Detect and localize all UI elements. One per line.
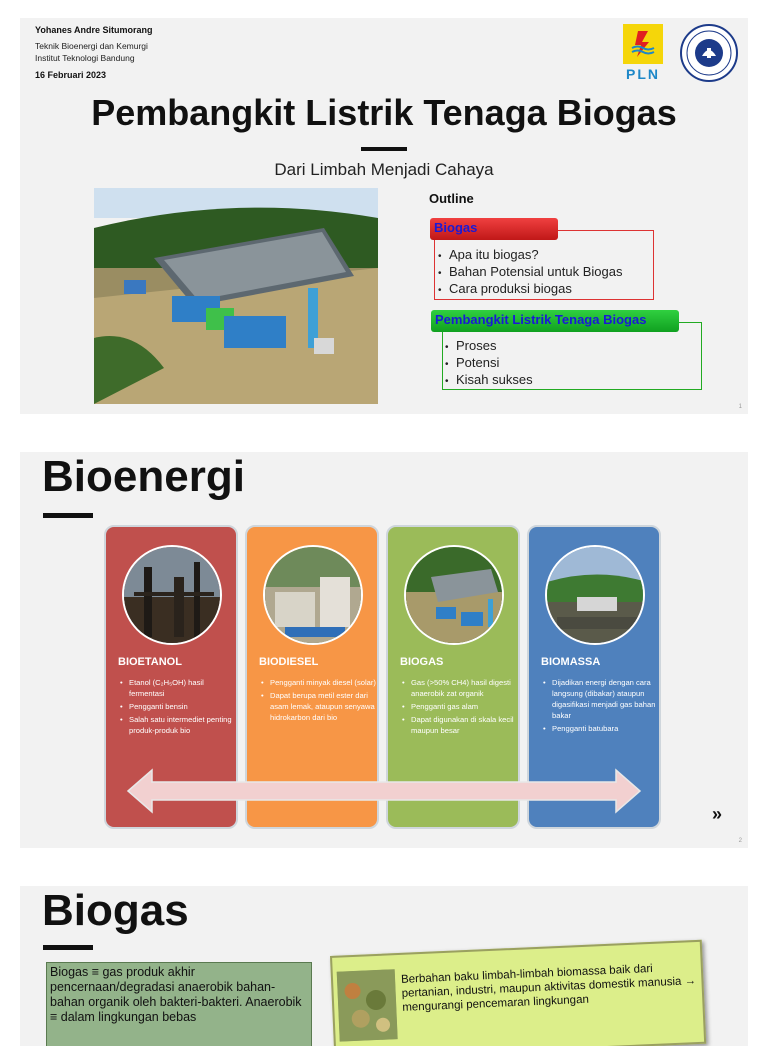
card-bullets [402,677,518,738]
title-underline [43,513,93,518]
affiliation-department: Teknik Bioenergi dan Kemurgi [35,41,148,51]
list-item: • Pengganti gas alam [402,701,518,712]
list-item: • Potensi [445,354,533,371]
pln-logo-text: PLN [626,66,660,82]
lightning-icon [623,24,663,64]
biogas-outline-list [438,246,622,297]
title-underline [43,945,93,950]
outline-heading: Outline [429,191,474,206]
list-item: • Dijadikan energi dengan cara langsung (dibakar) ataupun digasifikasi menjadi gas bahan bakar [543,677,659,721]
pln-logo [621,24,665,82]
list-item: • Apa itu biogas? [438,246,622,263]
list-item: • Salah satu intermediet penting produk-produk bio [120,714,236,736]
list-item: • Dapat berupa metil ester dari asam lemak, ataupun senyawa hidrokarbon dari bio [261,690,377,723]
page-number: 1 [738,404,742,410]
bioetanol-photo [122,545,222,645]
card-title: BIOMASSA [541,656,601,668]
list-item: • Etanol (C₂H₅OH) hasil fermentasi [120,677,236,699]
biogas-section-label: Biogas [430,218,558,240]
biogas-definition-box: Biogas ≡ gas produk akhir pencernaan/degradasi anaerobik bahan-bahan organik oleh bakteri-bakteri. Anaerobik ≡ dalam lingkungan bebas [46,962,312,1046]
list-item: • Gas (>50% CH4) hasil digesti anaerobik zat organik [402,677,518,699]
pltbg-outline-list [445,337,533,388]
list-item: • Kisah sukses [445,371,533,388]
list-item: • Pengganti bensin [120,701,236,712]
slide-title: Bioenergi [42,452,245,501]
card-bullets [543,677,659,736]
slide-title: Pembangkit Listrik Tenaga Biogas [91,92,677,133]
page-number: 2 [738,838,742,844]
biomass-waste-photo [337,969,398,1041]
slide-title: Biogas [42,886,189,935]
list-item: • Bahan Potensial untuk Biogas [438,263,622,280]
biogas-photo [404,545,504,645]
next-slide-icon[interactable]: » [712,804,723,824]
affiliation-institute: Institut Teknologi Bandung [35,53,135,63]
feedstock-note-box [330,940,706,1046]
itb-seal-logo [680,24,738,82]
card-title: BIODIESEL [259,656,319,668]
feedstock-note-text: Berbahan baku limbah-limbah biomassa baik dari pertanian, industri, maupun aktivitas domestik manusia → mengurangi pencemaran lingkungan [400,962,697,1014]
biodiesel-photo [263,545,363,645]
biomassa-photo [545,545,645,645]
list-item: • Dapat digunakan di skala kecil maupun besar [402,714,518,736]
title-underline [361,147,407,151]
biogas-plant-photo [94,188,378,404]
list-item: • Proses [445,337,533,354]
double-arrow-icon [126,768,642,814]
list-item: • Pengganti batubara [543,723,659,734]
card-title: BIOETANOL [118,656,182,668]
slide-1 [20,18,748,414]
card-bullets [261,677,377,725]
slide-3 [20,886,748,1046]
card-title: BIOGAS [400,656,444,668]
slide-subtitle: Dari Limbah Menjadi Cahaya [274,160,494,179]
author-name: Yohanes Andre Situmorang [35,25,153,35]
list-item: • Cara produksi biogas [438,280,622,297]
list-item: • Pengganti minyak diesel (solar) [261,677,377,688]
card-bullets [120,677,236,738]
pltbg-section-label: Pembangkit Listrik Tenaga Biogas [431,310,679,332]
presentation-date: 16 Februari 2023 [35,70,107,80]
slide-2 [20,452,748,848]
